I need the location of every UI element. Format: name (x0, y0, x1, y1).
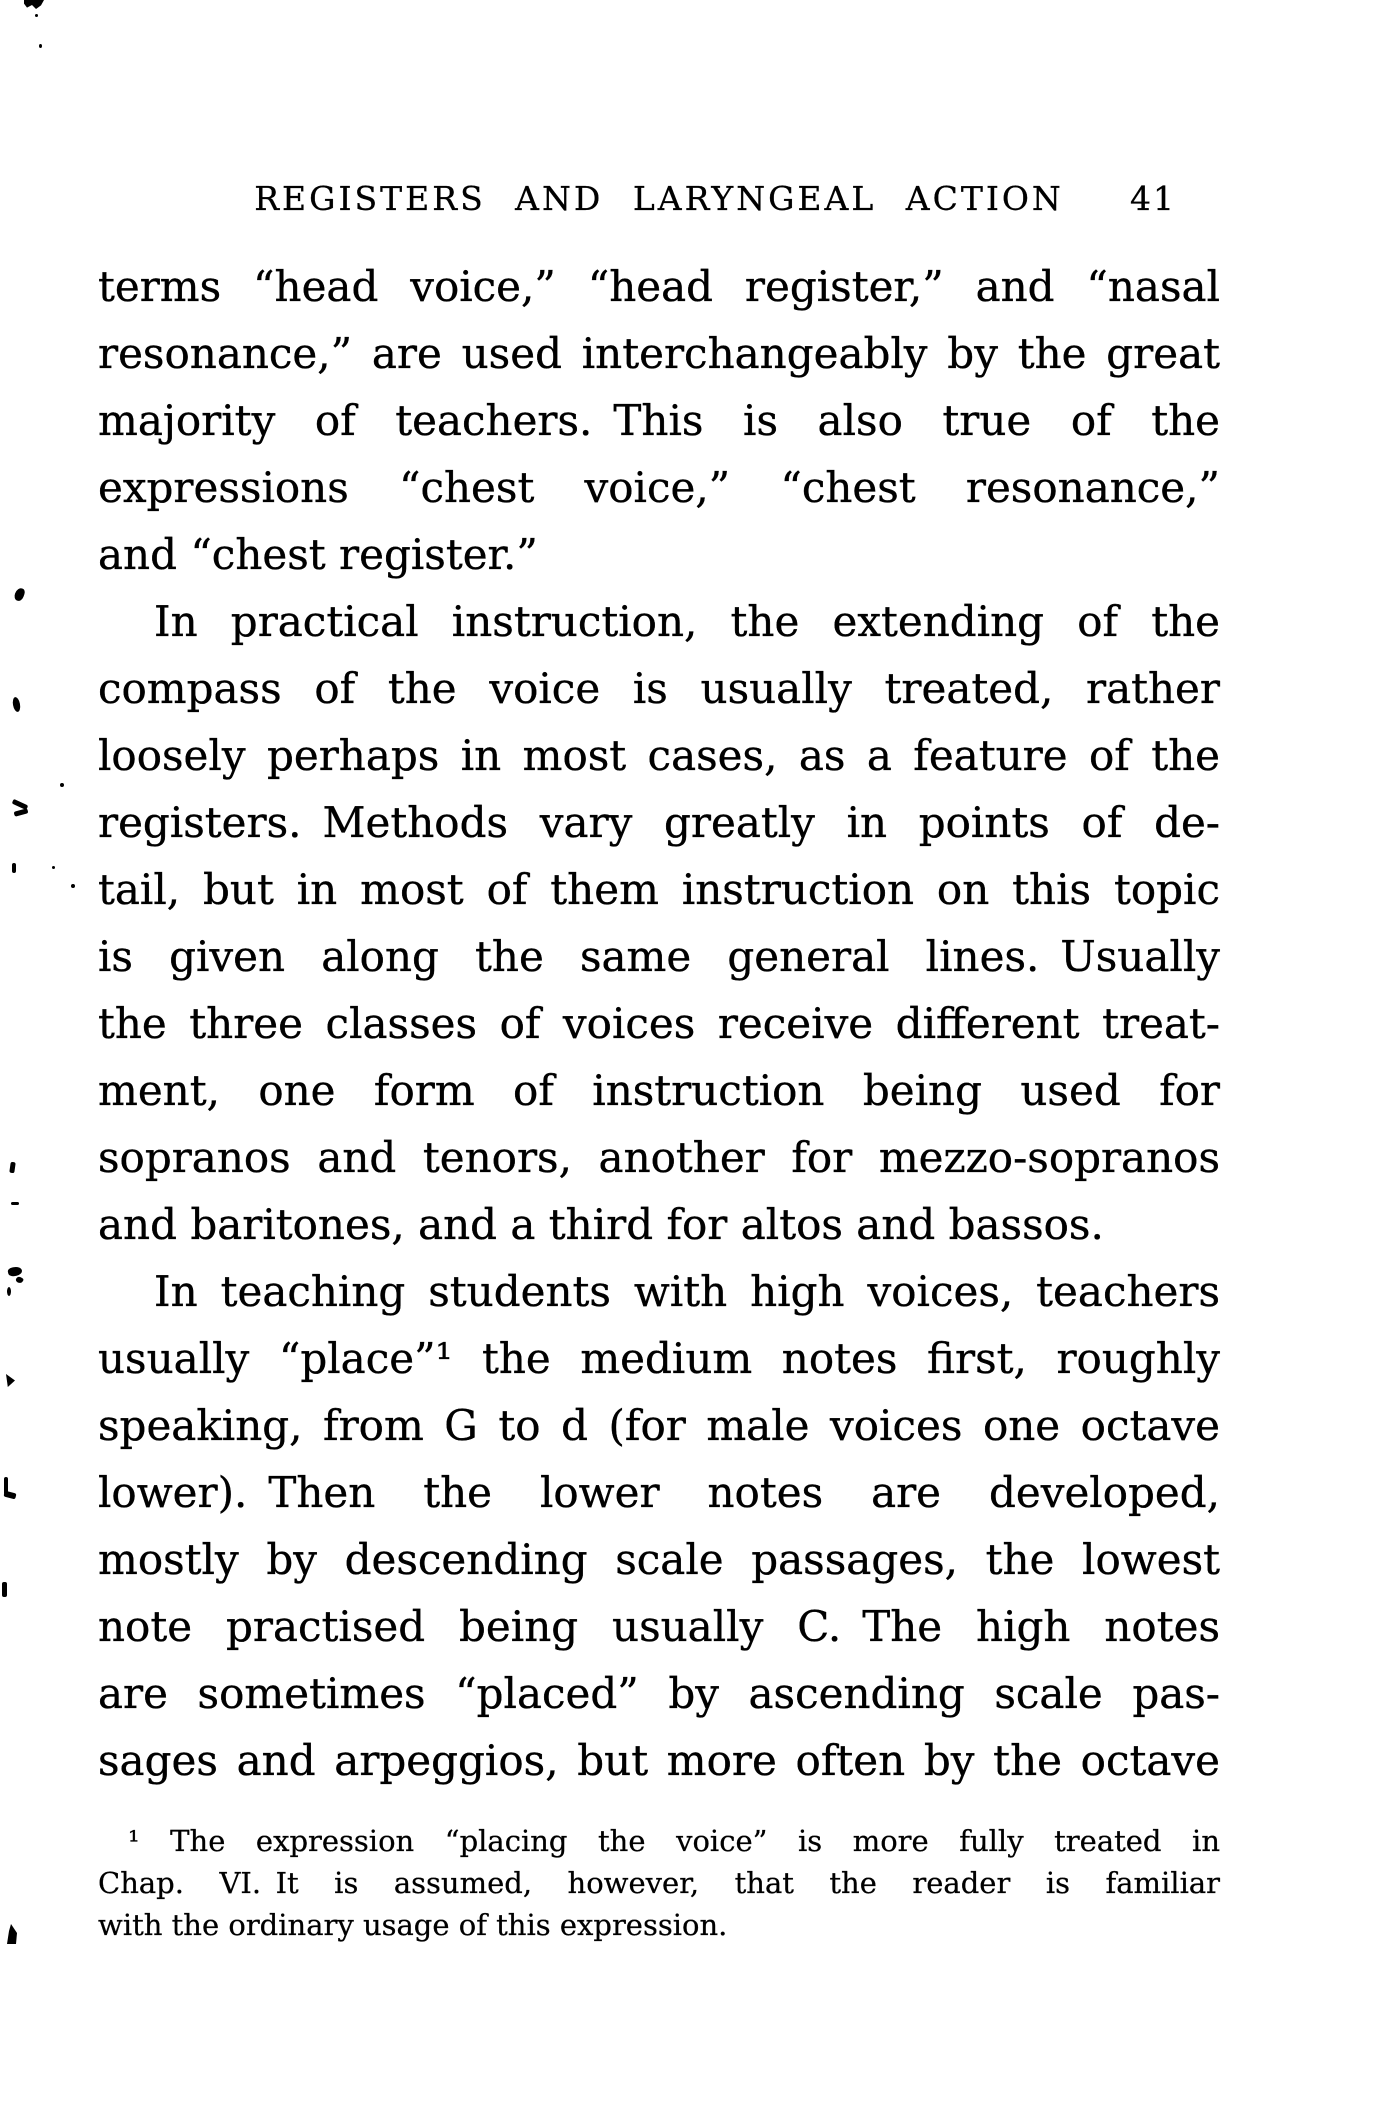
body-text-line: sopranos and tenors, another for mezzo-sopranos (98, 1133, 1220, 1182)
ink-speck (39, 44, 42, 48)
ink-speck (2, 1582, 7, 1597)
body-text-line: sages and arpeggios, but more often by the octave (98, 1736, 1220, 1785)
body-text-line: resonance,” are used interchangeably by the great (98, 329, 1220, 378)
body-text-line: tail, but in most of them instruction on this topic (98, 865, 1220, 914)
body-text-line: the three classes of voices receive different treat- (98, 999, 1220, 1048)
body-text-line: usually “place”¹ the medium notes first, roughly (98, 1334, 1220, 1383)
ink-speck (60, 783, 64, 787)
body-text-line: compass of the voice is usually treated, rather (98, 664, 1220, 713)
body-text-line: is given along the same general lines. Usually (98, 932, 1220, 981)
body-text-line: speaking, from G to d (for male voices one octave (98, 1401, 1220, 1450)
ink-speck (52, 866, 55, 869)
body-text-line: note practised being usually C. The high notes (98, 1602, 1220, 1651)
ink-blotch (7, 1266, 23, 1278)
footnote-line: ¹ The expression “placing the voice” is more fully treated in (128, 1824, 1220, 1858)
ink-speck (12, 863, 16, 873)
body-text-line: and “chest register.” (98, 530, 538, 579)
ink-speck (71, 884, 75, 888)
body-text-line: and baritones, and a third for altos and bassos. (98, 1200, 1104, 1249)
ink-scribble (3, 1491, 16, 1500)
body-text-line: terms “head voice,” “head register,” and “nasal (98, 262, 1220, 311)
running-header: REGISTERS AND LARYNGEAL ACTION (254, 179, 1064, 218)
ink-scribble (14, 808, 29, 816)
ink-speck (13, 587, 26, 602)
ink-blotch (7, 1924, 17, 1944)
ink-speck (7, 1287, 11, 1296)
ink-speck (9, 1162, 15, 1174)
body-text-line: In teaching students with high voices, teachers (154, 1267, 1220, 1316)
ink-wedge (6, 1374, 15, 1387)
body-text-line: ment, one form of instruction being used for (98, 1066, 1220, 1115)
footnote-line: Chap. VI. It is assumed, however, that the reader is familiar (98, 1866, 1220, 1900)
body-text-line: mostly by descending scale passages, the lowest (98, 1535, 1220, 1584)
body-text-line: lower). Then the lower notes are developed, (98, 1468, 1220, 1517)
body-text-line: expressions “chest voice,” “chest resonance,” (98, 463, 1220, 512)
body-text-line: majority of teachers. This is also true of the (98, 396, 1220, 445)
page-number: 41 (1130, 179, 1176, 218)
footnote (98, 1820, 1220, 1946)
ink-blotch (15, 1276, 24, 1285)
body-text-line: are sometimes “placed” by ascending scale pas- (98, 1669, 1220, 1718)
body-text-line: loosely perhaps in most cases, as a feature of the (98, 731, 1220, 780)
ink-speck (11, 1202, 19, 1205)
body-text-line: registers. Methods vary greatly in points of de- (98, 798, 1220, 847)
ink-blotch-corner (24, 0, 44, 9)
ink-speck (12, 697, 21, 713)
ink-speck (35, 14, 38, 17)
body-text (98, 253, 1220, 1794)
footnote-line: with the ordinary usage of this expression. (98, 1908, 728, 1942)
body-text-line: In practical instruction, the extending of the (154, 597, 1220, 646)
